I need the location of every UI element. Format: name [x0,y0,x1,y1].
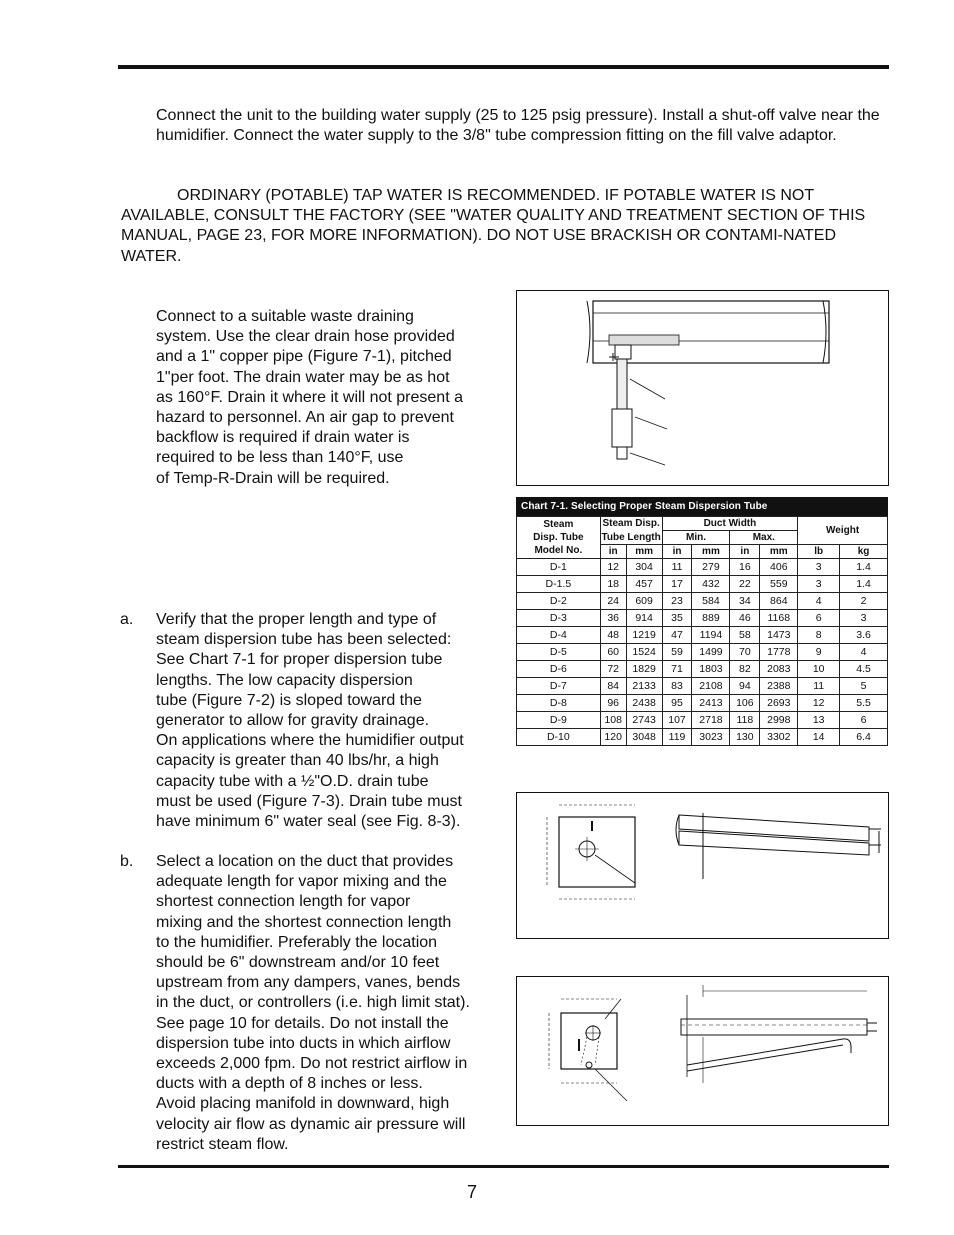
table-cell: 107 [662,712,692,729]
table-row [517,729,888,746]
table-cell: 1778 [760,644,798,661]
item-a-line: must be used (Figure 7-3). Drain tube must [156,792,462,810]
water-quality-note-text: ORDINARY (POTABLE) TAP WATER IS RECOMMENDED. IF POTABLE WATER IS NOT AVAILABLE, CONSULT THE FACTORY (SEE "WATER QUALITY AND TREATMENT SECTION OF THIS MANUAL, PAGE 23, FOR MORE INFORMATION). DO NOT USE BRACKISH OR CONTAMI-NATED WATER. [121,187,866,265]
table-cell: 24 [600,593,626,610]
item-b-line: Avoid placing manifold in downward, high [156,1095,450,1113]
table-cell: 13 [798,712,840,729]
table-cell: 2413 [692,695,730,712]
table-cell: 8 [798,627,840,644]
table-cell: 2743 [626,712,662,729]
table-cell: 46 [730,610,760,627]
table-cell: 23 [662,593,692,610]
table-cell: 406 [760,559,798,576]
item-b-line: should be 6" downstream and/or 10 feet [156,954,440,972]
table-cell: 72 [600,661,626,678]
table-cell: 119 [662,729,692,746]
table-cell: 2718 [692,712,730,729]
table-cell: 3 [840,610,888,627]
table-cell: 1803 [692,661,730,678]
header-duct-width: Duct Width [662,517,798,531]
table-cell: 5 [840,678,888,695]
table-cell: 3 [798,559,840,576]
table-cell: 130 [730,729,760,746]
drain-line: of Temp-R-Drain will be required. [156,469,390,487]
table-row [517,644,888,661]
header-unit: in [662,545,692,559]
table-cell: 2083 [760,661,798,678]
table-cell: 84 [600,678,626,695]
table-cell: 11 [662,559,692,576]
table-cell: 18 [600,576,626,593]
list-label-a: a. [120,611,134,628]
figure-low-capacity-tube [516,792,889,939]
steam-dispersion-chart [516,497,888,746]
table-cell: 279 [692,559,730,576]
table-row [517,678,888,695]
table-cell: 6 [798,610,840,627]
chart-body [517,559,888,746]
item-a-line: capacity is greater than 40 lbs/hr, a high [156,752,439,770]
list-item-a [120,610,495,832]
item-a-line: generator to allow for gravity drainage. [156,712,430,730]
table-row [517,661,888,678]
table-cell: 3048 [626,729,662,746]
low-capacity-tube-drawing [517,793,888,938]
table-cell: 12 [798,695,840,712]
table-cell: 60 [600,644,626,661]
drain-line: as 160°F. Drain it where it will not present a [156,388,463,406]
table-cell: 11 [798,678,840,695]
header-model-line: Disp. Tube [533,532,584,543]
drain-line: and a 1" copper pipe (Figure 7-1), pitched [156,348,452,366]
table-cell: D-7 [517,678,601,695]
drain-paragraph [156,307,496,489]
table-cell: 5.5 [840,695,888,712]
table-cell: 4 [840,644,888,661]
table-cell: 47 [662,627,692,644]
table-cell: 6.4 [840,729,888,746]
table-cell: D-1.5 [517,576,601,593]
item-b-line: exceeds 2,000 fpm. Do not restrict airflow in [156,1055,468,1073]
water-supply-paragraph: Connect the unit to the building water supply (25 to 125 psig pressure). Install a shut-off valve near the humidifier. Connect the water supply to the 3/8" tube compression fitting on the fill valve adaptor. [156,107,880,145]
chart-title: Chart 7-1. Selecting Proper Steam Dispersion Tube [516,497,888,516]
table-cell: 457 [626,576,662,593]
header-unit: lb [798,545,840,559]
list-item-b [120,852,495,1155]
item-a-line: tube (Figure 7-2) is sloped toward the [156,691,422,709]
table-cell: 889 [692,610,730,627]
header-unit: in [600,545,626,559]
table-cell: 3.6 [840,627,888,644]
drain-line: backflow is required if drain water is [156,429,410,447]
header-model-line: Steam [543,519,574,530]
figure-high-capacity-tube [516,976,889,1126]
table-cell: 432 [692,576,730,593]
item-b-line: upstream from any dampers, vanes, bends [156,974,461,992]
drain-line: required to be less than 140°F, use [156,449,404,467]
table-cell: D-2 [517,593,601,610]
table-cell: 10 [798,661,840,678]
table-cell: 2108 [692,678,730,695]
table-cell: 94 [730,678,760,695]
table-cell: 1829 [626,661,662,678]
table-cell: 584 [692,593,730,610]
table-cell: 3023 [692,729,730,746]
table-cell: 6 [840,712,888,729]
table-row [517,712,888,729]
table-cell: 1168 [760,610,798,627]
figure-drain-connection [516,290,889,486]
table-cell: 70 [730,644,760,661]
drain-line: 1"per foot. The drain water may be as hot [156,368,450,386]
table-cell: 82 [730,661,760,678]
table-cell: 16 [730,559,760,576]
item-b-line: Select a location on the duct that provides [156,853,454,870]
table-cell: D-6 [517,661,601,678]
header-unit: mm [626,545,662,559]
header-unit: kg [840,545,888,559]
table-cell: 2438 [626,695,662,712]
table-cell: 35 [662,610,692,627]
table-cell: 304 [626,559,662,576]
table-row [517,559,888,576]
table-cell: 4.5 [840,661,888,678]
item-b-line: mixing and the shortest connection length [156,913,452,931]
table-cell: D-9 [517,712,601,729]
list-label-b: b. [120,853,134,870]
header-unit: mm [760,545,798,559]
table-cell: 36 [600,610,626,627]
table-cell: 118 [730,712,760,729]
drain-line: Connect to a suitable waste draining [156,308,414,325]
table-cell: 1524 [626,644,662,661]
table-cell: 108 [600,712,626,729]
item-b-line: to the humidifier. Preferably the location [156,933,438,951]
table-row [517,576,888,593]
item-b-line: restrict steam flow. [156,1135,289,1153]
table-cell: 1499 [692,644,730,661]
item-a-line: Verify that the proper length and type of [156,611,437,628]
table-cell: 609 [626,593,662,610]
item-a-line: capacity tube with a ½"O.D. drain tube [156,772,429,790]
bottom-rule [118,1165,889,1168]
table-cell: D-8 [517,695,601,712]
table-cell: 17 [662,576,692,593]
water-quality-note [121,186,866,267]
table-cell: 120 [600,729,626,746]
table-cell: D-3 [517,610,601,627]
table-cell: 1.4 [840,576,888,593]
header-weight: Weight [798,517,888,545]
table-cell: 2 [840,593,888,610]
table-cell: 559 [760,576,798,593]
item-b-line: shortest connection length for vapor [156,893,411,911]
table-cell: D-5 [517,644,601,661]
table-cell: 48 [600,627,626,644]
header-length-line2: Tube Length [601,531,661,543]
table-cell: 1.4 [840,559,888,576]
table-cell: 2133 [626,678,662,695]
table-row [517,593,888,610]
table-cell: 58 [730,627,760,644]
item-a-line: have minimum 6" water seal (see Fig. 8-3). [156,813,461,831]
header-model-line: Model No. [534,545,583,556]
header-length-line1: Steam Disp. [600,517,662,531]
header-model [517,517,601,559]
table-cell: 1194 [692,627,730,644]
table-cell: 34 [730,593,760,610]
item-b-line: See page 10 for details. Do not install the [156,1014,449,1032]
drain-line: hazard to personnel. An air gap to prevent [156,409,454,427]
table-cell: 2388 [760,678,798,695]
header-unit: in [730,545,760,559]
table-cell: 1473 [760,627,798,644]
item-a-line: lengths. The low capacity dispersion [156,671,413,689]
table-cell: 96 [600,695,626,712]
item-a-line: On applications where the humidifier output [156,732,464,750]
item-a-line: steam dispersion tube has been selected: [156,631,452,649]
table-row [517,627,888,644]
item-b-line: in the duct, or controllers (i.e. high limit stat). [156,994,470,1012]
table-cell: 3 [798,576,840,593]
item-b-line: ducts with a depth of 8 inches or less. [156,1075,423,1093]
header-max: Max. [730,531,798,545]
chart-table [516,516,888,746]
table-cell: 12 [600,559,626,576]
table-cell: 9 [798,644,840,661]
table-row [517,695,888,712]
table-cell: 1219 [626,627,662,644]
page-number: 7 [467,1182,478,1202]
table-cell: 14 [798,729,840,746]
drain-connection-drawing [517,291,888,485]
drain-line: system. Use the clear drain hose provided [156,328,455,346]
table-cell: 4 [798,593,840,610]
table-cell: D-4 [517,627,601,644]
header-unit: mm [692,545,730,559]
item-b-line: adequate length for vapor mixing and the [156,873,447,891]
high-capacity-tube-drawing [517,977,888,1125]
table-cell: 83 [662,678,692,695]
item-a-line: See Chart 7-1 for proper dispersion tube [156,651,443,669]
table-cell: 864 [760,593,798,610]
table-cell: 22 [730,576,760,593]
item-b-line: velocity air flow as dynamic air pressure will [156,1115,466,1133]
table-cell: D-10 [517,729,601,746]
table-row [517,610,888,627]
table-cell: 914 [626,610,662,627]
item-b-line: dispersion tube into ducts in which airflow [156,1034,451,1052]
header-min: Min. [662,531,730,545]
table-cell: 106 [730,695,760,712]
table-cell: 2998 [760,712,798,729]
table-cell: 2693 [760,695,798,712]
table-cell: 3302 [760,729,798,746]
table-cell: 95 [662,695,692,712]
table-cell: D-1 [517,559,601,576]
top-rule [118,65,889,69]
table-cell: 59 [662,644,692,661]
table-cell: 71 [662,661,692,678]
